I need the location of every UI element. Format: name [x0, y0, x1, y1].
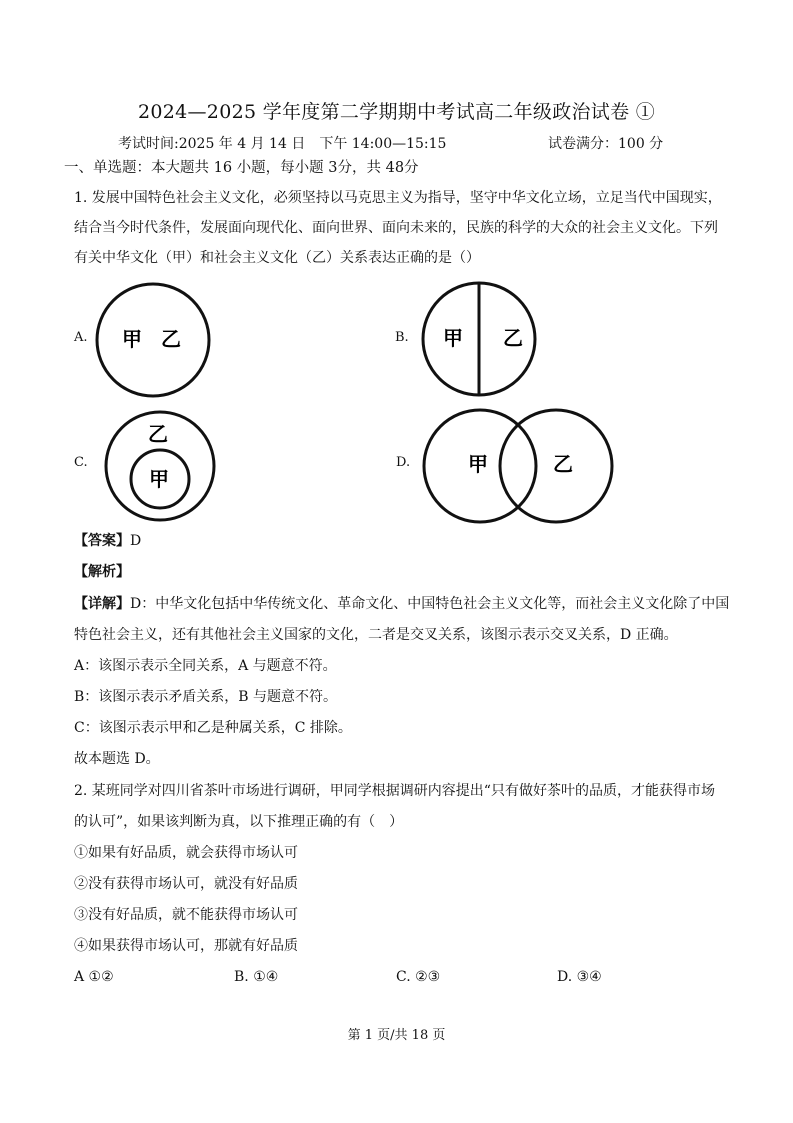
- page-footer: 第 1 页/共 18 页: [347, 1028, 446, 1043]
- option-a-diagram: [95, 285, 211, 395]
- option-b-letter: B.: [395, 330, 409, 345]
- q2-statement-2: ②没有获得市场认可，就没有好品质: [74, 876, 298, 892]
- q2-choice-a: A ①②: [74, 969, 114, 985]
- detail-line-1: [74, 594, 729, 614]
- exam-score: 试卷满分：100 分: [548, 136, 664, 152]
- option-b-label-jia: 甲: [443, 326, 463, 350]
- option-b-diagram: [421, 283, 537, 395]
- answer-value: D: [130, 533, 142, 549]
- exam-title: 2024—2025 学年度第二学期期中考试高二年级政治试卷 ①: [137, 101, 656, 123]
- section-heading: 一、单选题：本大题共 16 小题，每小题 3分，共 48分: [64, 160, 419, 176]
- q2-choice-d: D. ③④: [557, 969, 602, 985]
- explain-line-a: A：该图示表示全同关系，A 与题意不符。: [74, 658, 337, 674]
- answer-line: [74, 531, 141, 551]
- detail-line-2: 特色社会主义，还有其他社会主义国家的文化，二者是交叉关系，该图示表示交叉关系，D 正确。: [74, 627, 678, 643]
- explain-line-c: C：该图示表示甲和乙是种属关系，C 排除。: [74, 720, 352, 736]
- q1-line-3: 有关中华文化（甲）和社会主义文化（乙）关系表达正确的是（）: [74, 250, 480, 266]
- detail-text-1: D：中华文化包括中华传统文化、革命文化、中国特色社会主义文化等，而社会主义文化除了中国: [130, 596, 730, 612]
- detail-tag: 【详解】: [74, 596, 130, 612]
- q2-line-1: 2. 某班同学对四川省茶叶市场进行调研，甲同学根据调研内容提出“只有做好茶叶的品质，才能获得市场: [74, 783, 715, 799]
- option-d-letter: D.: [396, 455, 411, 470]
- option-a-label-jia: 甲: [122, 327, 142, 351]
- option-a-circle: [97, 284, 209, 396]
- q2-line-2: 的认可”，如果该判断为真，以下推理正确的有（ ）: [74, 814, 404, 830]
- option-a-label-yi: 乙: [161, 327, 181, 351]
- answer-tag: 【答案】: [74, 533, 130, 549]
- q2-choice-c: C. ②③: [396, 969, 441, 985]
- analysis-tag: 【解析】: [74, 564, 130, 580]
- q2-statement-3: ③没有好品质，就不能获得市场认可: [74, 907, 298, 923]
- q1-line-1: 1. 发展中国特色社会主义文化，必须坚持以马克思主义为指导，坚守中华文化立场，立足当代中国现实，: [74, 190, 722, 206]
- option-d-label-jia: 甲: [468, 452, 488, 476]
- option-d-diagram: [422, 406, 614, 526]
- option-c-label-jia: 甲: [149, 467, 169, 491]
- option-a-letter: A.: [74, 330, 88, 345]
- option-d-label-yi: 乙: [553, 452, 573, 476]
- option-c-label-yi: 乙: [148, 422, 168, 446]
- option-b-label-yi: 乙: [503, 326, 523, 350]
- exam-time: 考试时间:2025 年 4 月 14 日 下午 14:00—15:15: [118, 136, 447, 152]
- q2-statement-4: ④如果获得市场认可，那就有好品质: [74, 938, 298, 954]
- q1-line-2: 结合当今时代条件，发展面向现代化、面向世界、面向未来的，民族的科学的大众的社会主义文化。下列: [74, 220, 718, 236]
- q2-statement-1: ①如果有好品质，就会获得市场认可: [74, 845, 298, 861]
- option-c-diagram: [104, 411, 216, 521]
- option-c-letter: C.: [74, 455, 88, 470]
- explain-line-b: B：该图示表示矛盾关系，B 与题意不符。: [74, 689, 338, 705]
- conclusion-line: 故本题选 D。: [74, 751, 160, 767]
- q2-choice-b: B. ①④: [234, 969, 279, 985]
